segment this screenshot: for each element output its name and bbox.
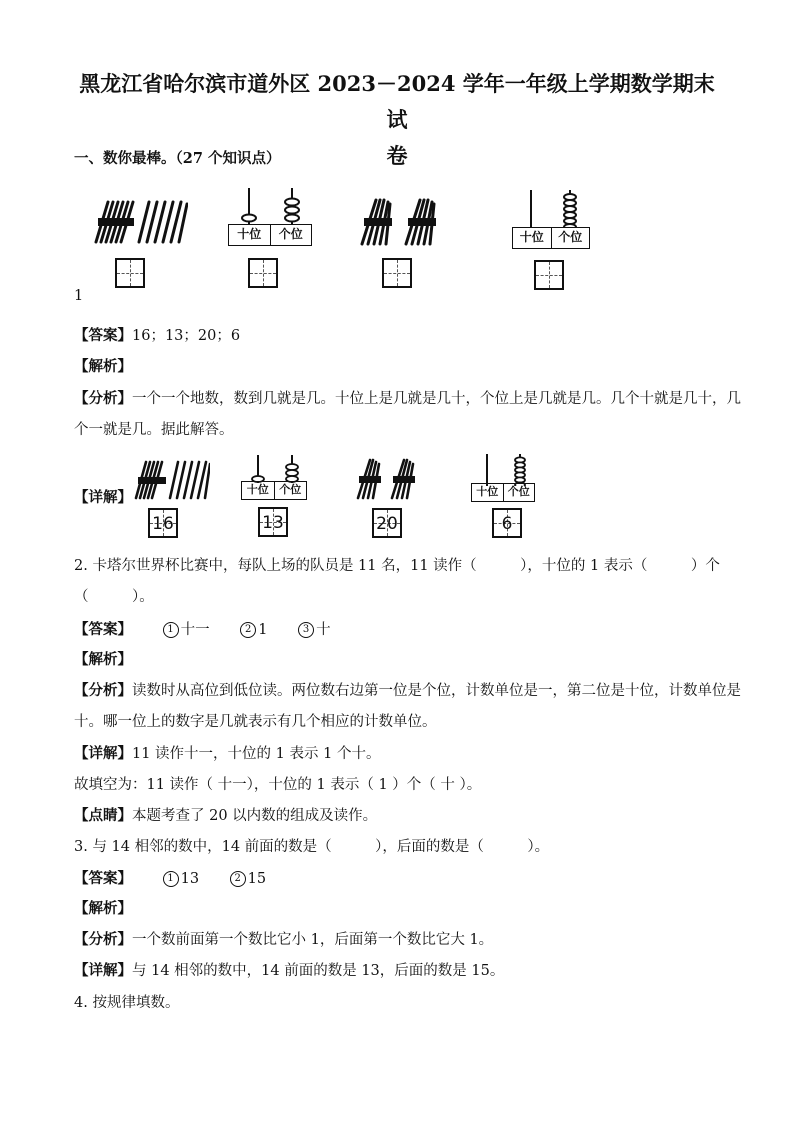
answer-tag: 【答案】 <box>74 870 132 887</box>
q2-option-3: 十 <box>316 622 331 638</box>
q1-fenxi-line-1 <box>74 388 741 410</box>
detail-tens-label: 十位 <box>246 483 269 496</box>
q2-option-1: 十一 <box>180 622 210 638</box>
detail-place-plate-2 <box>471 483 535 502</box>
q3-xiangjie <box>74 960 724 982</box>
q1-answer <box>74 325 724 347</box>
title-line-1: 黑龙江省哈尔滨市道外区 2023－2024 学年一年级上学期数学期末试 <box>79 71 715 132</box>
q2-option-3-marker: 3 <box>298 622 314 638</box>
detail-two-bundles <box>350 456 424 506</box>
q3-option-1-marker: 1 <box>163 871 179 887</box>
q2-fenxi-line-1 <box>74 680 741 702</box>
detail-value-4: 6 <box>501 514 513 534</box>
abacus-figure-2 <box>510 188 590 232</box>
xiangjie-tag: 【详解】 <box>74 489 132 506</box>
q1-fenxi-text-1: 一个一个地数，数到几就是几。十位上是几就是几十，个位上是几就是几。几个十就是几十，几 <box>132 391 741 407</box>
detail-bundle-and-sticks <box>130 458 210 506</box>
answer-box-3 <box>382 258 412 288</box>
q2-fenxi-text-1: 读数时从高位到低位读。两位数右边第一位是个位，计数单位是一，第二位是十位，计数单位是 <box>132 683 741 699</box>
abacus-rods-image-2 <box>510 188 590 228</box>
two-bundles-image <box>352 194 444 250</box>
xiangjie-tag: 【详解】 <box>74 962 132 979</box>
ones-label: 个位 <box>270 225 312 245</box>
tens-label-2: 十位 <box>519 230 544 244</box>
title-line-2: 卷 <box>386 143 408 168</box>
q2-jiexi: 【解析】 <box>74 651 132 668</box>
answer-tag: 【答案】 <box>74 327 132 344</box>
q3-option-2-marker: 2 <box>230 871 246 887</box>
place-value-plate-2 <box>512 227 590 249</box>
fenxi-tag: 【分析】 <box>74 682 132 699</box>
q3-fenxi <box>74 929 724 951</box>
q2-text-line-2: （ ）。 <box>74 589 154 605</box>
q2-dianjing <box>74 805 724 827</box>
place-value-plate-1 <box>228 224 312 246</box>
question-1-number: 1 <box>74 288 84 304</box>
detail-abacus-rods <box>240 453 310 483</box>
detail-value-2: 13 <box>262 513 284 533</box>
q2-xiangjie <box>74 743 724 765</box>
q3-jiexi: 【解析】 <box>74 900 132 917</box>
answer-box-2 <box>248 258 278 288</box>
detail-box-3 <box>372 508 402 538</box>
detail-two-bundles-image <box>350 456 424 502</box>
q2-fill-answer: 故填空为：11 读作（ 十一），十位的 1 表示（ 1 ）个（ 十 ）。 <box>74 777 482 793</box>
q3-xiangjie-text: 与 14 相邻的数中，14 前面的数是 13，后面的数是 15。 <box>132 963 505 979</box>
detail-value-1: 16 <box>152 514 174 534</box>
q3-option-2: 15 <box>247 871 267 887</box>
detail-box-4 <box>492 508 522 538</box>
q2-fenxi-line-2: 十。哪一位上的数字是几就表示有几个相应的计数单位。 <box>74 714 437 730</box>
dianjing-tag: 【点睛】 <box>74 807 132 824</box>
xiangjie-tag: 【详解】 <box>74 745 132 762</box>
q2-xiangjie-text: 11 读作十一，十位的 1 表示 1 个十。 <box>132 746 381 762</box>
ones-label-2: 个位 <box>551 228 590 248</box>
q4-text: 4. 按规律填数。 <box>74 995 180 1011</box>
q3-answer <box>74 868 724 890</box>
detail-value-3: 20 <box>376 514 398 534</box>
fenxi-tag: 【分析】 <box>74 931 132 948</box>
detail-abacus-rods-2 <box>470 452 540 486</box>
q3-option-1: 13 <box>180 871 200 887</box>
abacus-rods-image <box>226 186 316 224</box>
q1-jiexi: 【解析】 <box>74 358 132 375</box>
fenxi-tag: 【分析】 <box>74 390 132 407</box>
detail-box-2 <box>258 507 288 537</box>
abacus-figure-1 <box>226 186 316 228</box>
q2-option-2-marker: 2 <box>240 622 256 638</box>
figure-two-bundles <box>352 194 444 254</box>
tens-label: 十位 <box>237 227 262 241</box>
figure-bundle-and-sticks <box>88 196 188 248</box>
q1-answer-value: 16；13；20；6 <box>132 328 241 344</box>
q2-dianjing-text: 本题考查了 20 以内数的组成及读作。 <box>132 808 378 824</box>
section-heading: 一、数你最棒。（27 个知识点） <box>74 150 281 167</box>
detail-ones-label-2: 个位 <box>503 484 535 501</box>
q2-option-1-marker: 1 <box>163 622 179 638</box>
q2-option-2: 1 <box>258 622 268 638</box>
answer-tag: 【答案】 <box>74 621 132 638</box>
q1-fenxi-line-2: 个一就是几。据此解答。 <box>74 422 234 438</box>
stick-bundle-image <box>88 196 188 248</box>
detail-place-plate-1 <box>241 481 307 500</box>
q3-text: 3. 与 14 相邻的数中，14 前面的数是（ ），后面的数是（ ）。 <box>74 839 550 855</box>
q2-answer <box>74 619 724 641</box>
detail-tens-label-2: 十位 <box>476 485 499 498</box>
detail-ones-label: 个位 <box>274 482 307 499</box>
q2-text-line-1: 2. 卡塔尔世界杯比赛中，每队上场的队员是 11 名，11 读作（ ），十位的 1 表示（ ）个 <box>74 558 720 574</box>
q3-fenxi-text: 一个数前面第一个数比它小 1，后面第一个数比它大 1。 <box>132 932 494 948</box>
answer-box-1 <box>115 258 145 288</box>
detail-box-1 <box>148 508 178 538</box>
detail-stick-image <box>130 458 210 502</box>
